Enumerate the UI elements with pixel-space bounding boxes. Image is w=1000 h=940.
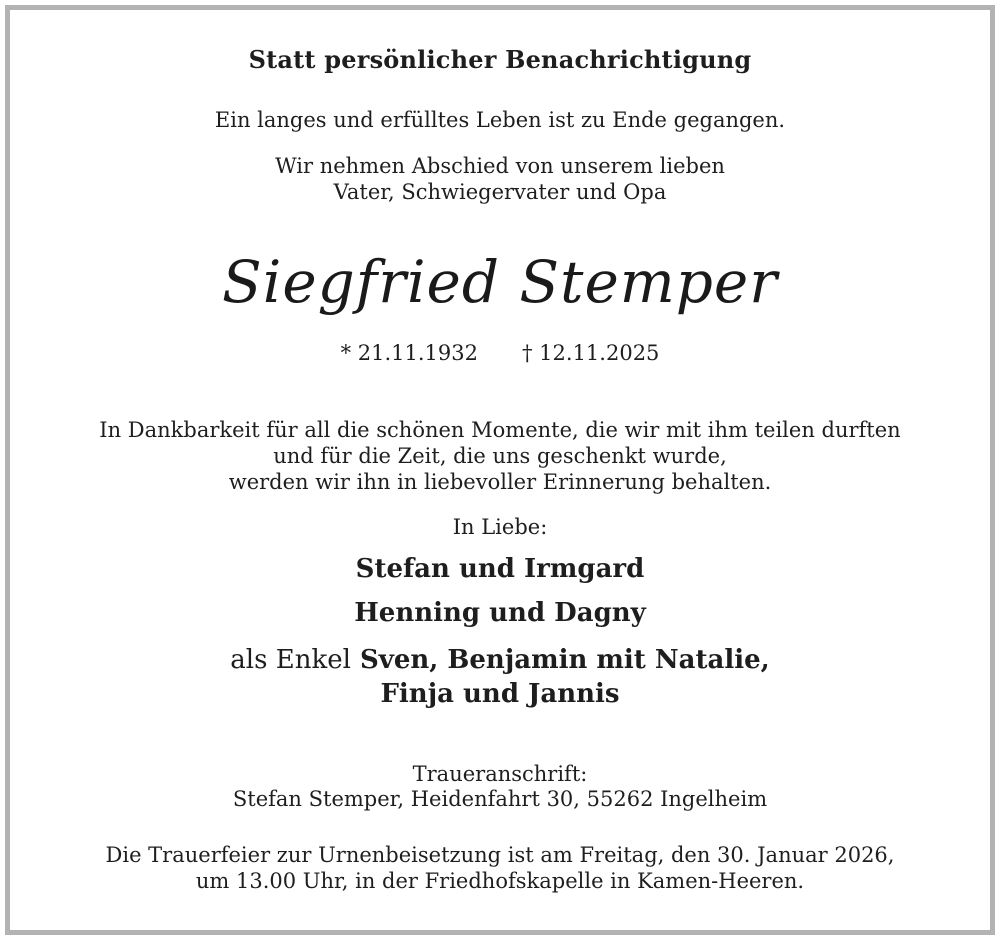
- farewell-line-2: Vater, Schwiegervater und Opa: [333, 180, 667, 204]
- farewell-line-1: Wir nehmen Abschied von unserem lieben: [275, 154, 725, 178]
- grandchildren-line-1: [0, 645, 1000, 675]
- ceremony-line-1: Die Trauerfeier zur Urnenbeisetzung ist am Freitag, den 30. Januar 2026,: [105, 843, 895, 867]
- mourner-2: Henning und Dagny: [354, 598, 646, 628]
- mourner-1: Stefan und Irmgard: [355, 554, 645, 584]
- birth-date: * 21.11.1932: [340, 341, 478, 365]
- ceremony-line-2: um 13.00 Uhr, in der Friedhofskapelle in Kamen-Heeren.: [195, 869, 805, 893]
- deceased-name: Siegfried Stemper: [222, 248, 778, 316]
- grandchildren-prefix: als Enkel: [230, 645, 351, 675]
- address: Stefan Stemper, Heidenfahrt 30, 55262 Ingelheim: [232, 787, 768, 811]
- intro-line: Ein langes und erfülltes Leben ist zu Ende gegangen.: [214, 108, 786, 132]
- grandchildren-line-2: Finja und Jannis: [380, 679, 620, 709]
- notice-header: Statt persönlicher Benachrichtigung: [248, 45, 752, 74]
- life-dates: [0, 341, 1000, 365]
- address-label: Traueranschrift:: [412, 762, 588, 786]
- gratitude-line-1: In Dankbarkeit für all die schönen Momente, die wir mit ihm teilen durften: [99, 418, 901, 442]
- gratitude-line-2: und für die Zeit, die uns geschenkt wurde,: [273, 444, 727, 468]
- death-date: † 12.11.2025: [522, 341, 660, 365]
- gratitude-line-3: werden wir ihn in liebevoller Erinnerung behalten.: [228, 470, 772, 494]
- in-love-label: In Liebe:: [452, 515, 548, 539]
- grandchildren-names-1: Sven, Benjamin mit Natalie,: [359, 645, 770, 675]
